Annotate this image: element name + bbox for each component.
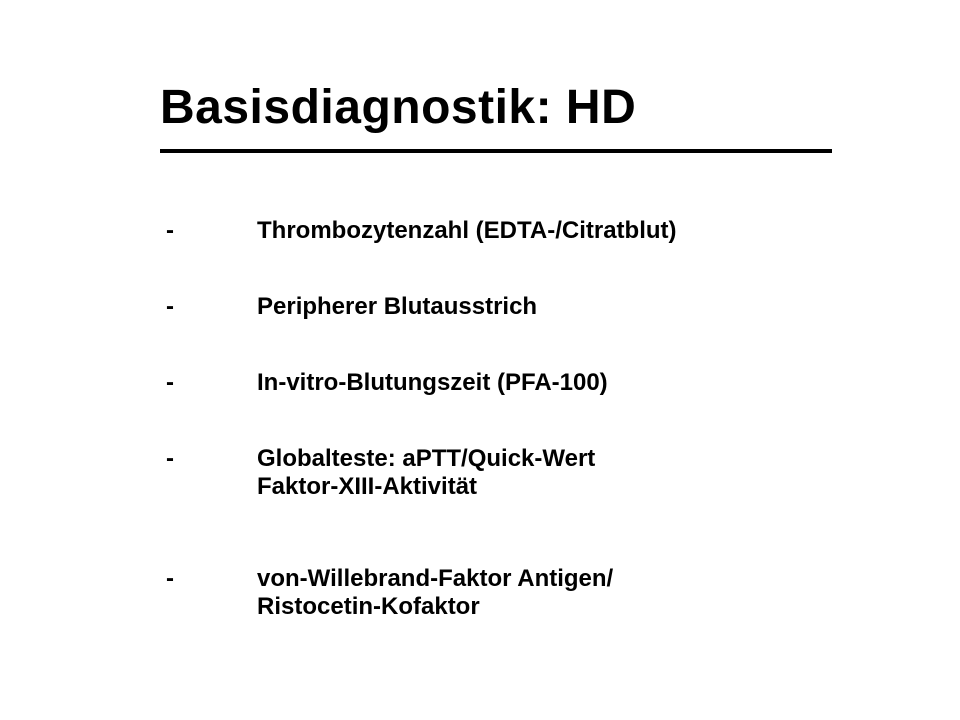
list-item-text: Globalteste: aPTT/Quick-Wert: [257, 445, 596, 472]
slide-title: Basisdiagnostik: HD: [160, 81, 637, 134]
bullet-marker: -: [166, 293, 174, 320]
bullet-marker: -: [166, 565, 174, 592]
bullet-marker: -: [166, 217, 174, 244]
list-item-text-continuation: Faktor-XIII-Aktivität: [257, 473, 478, 500]
list-item-text: Peripherer Blutausstrich: [257, 293, 538, 320]
list-item-text: In-vitro-Blutungszeit (PFA-100): [257, 369, 608, 396]
bullet-marker: -: [166, 445, 174, 472]
list-item-text: von-Willebrand-Faktor Antigen/: [257, 565, 614, 592]
bullet-marker: -: [166, 369, 174, 396]
list-item-text: Thrombozytenzahl (EDTA-/Citratblut): [257, 217, 677, 244]
list-item-text-continuation: Ristocetin-Kofaktor: [257, 593, 480, 620]
